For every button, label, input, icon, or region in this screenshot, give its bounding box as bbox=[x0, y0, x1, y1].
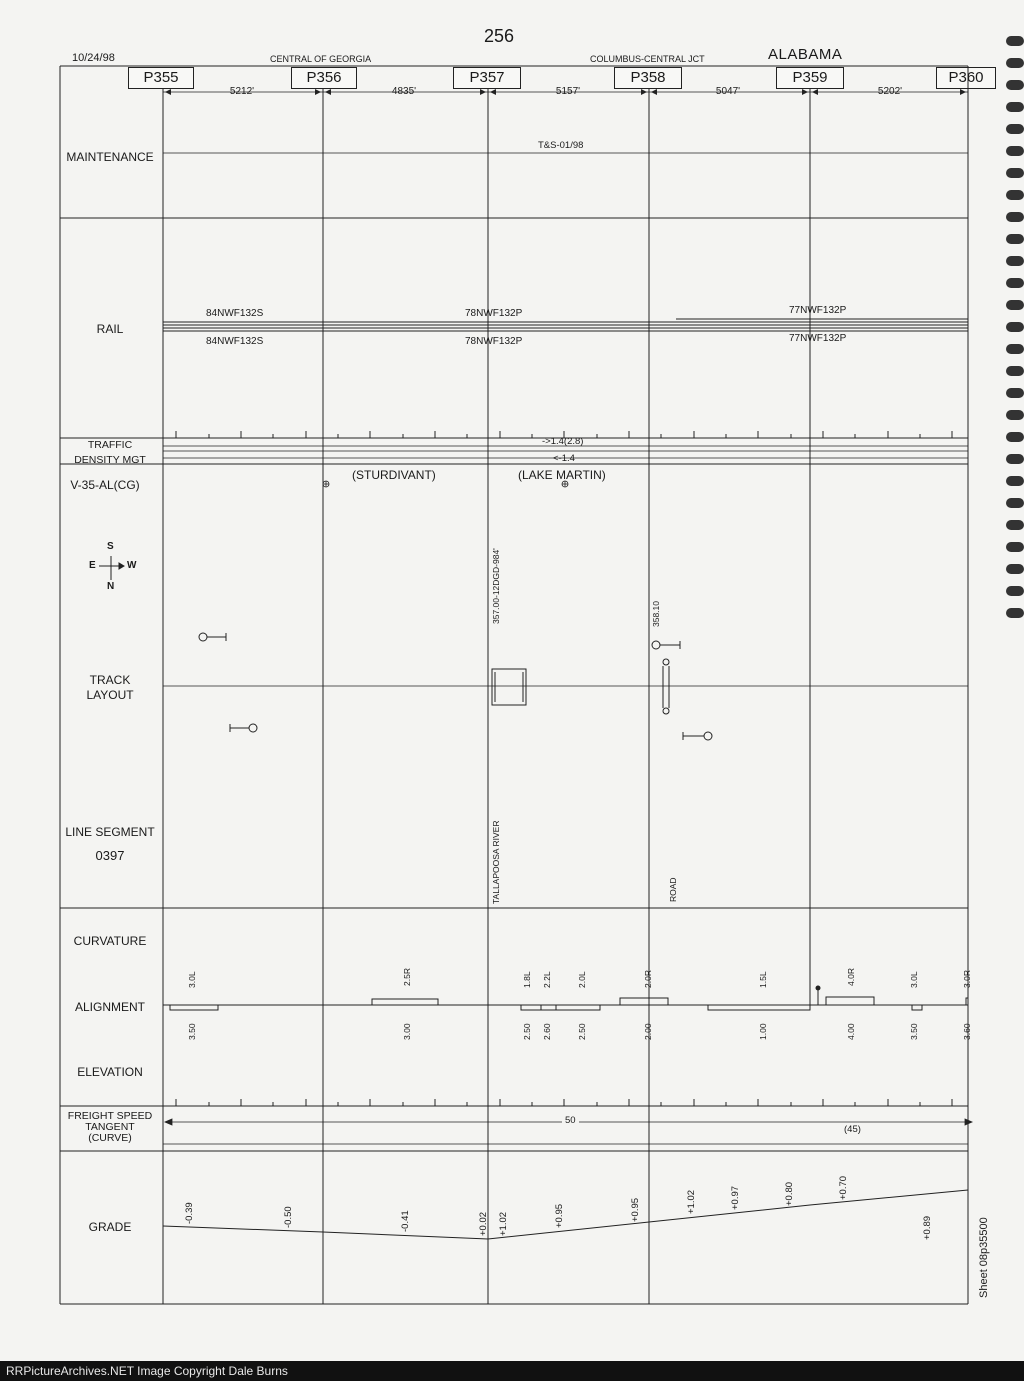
subdivision-name: COLUMBUS-CENTRAL JCT bbox=[590, 54, 705, 64]
curve-degree: 3.0L bbox=[909, 971, 919, 988]
rail-label: 77NWF132P bbox=[789, 305, 847, 316]
row-label-curve: (CURVE) bbox=[88, 1132, 132, 1144]
milepost-box: P357 bbox=[453, 67, 521, 89]
segment-distance: 5157' bbox=[555, 86, 581, 97]
grade-value: +1.02 bbox=[686, 1189, 697, 1214]
grade-value: -0.41 bbox=[400, 1210, 411, 1232]
row-label-maintenance: MAINTENANCE bbox=[66, 150, 154, 164]
curve-degree: 2.0L bbox=[577, 971, 587, 988]
sheet-number: Sheet 08p35500 bbox=[978, 1217, 990, 1298]
grade-value: +0.02 bbox=[478, 1211, 489, 1236]
row-label-rail: RAIL bbox=[96, 322, 124, 336]
grade-value: +0.80 bbox=[784, 1181, 795, 1206]
segment-distance: 5202' bbox=[877, 86, 903, 97]
superelevation: 2.60 bbox=[542, 1023, 552, 1040]
segment-distance: 5212' bbox=[229, 86, 255, 97]
river-label: TALLAPOOSA RIVER bbox=[491, 820, 501, 904]
curve-degree: 3.0L bbox=[187, 971, 197, 988]
grade-value: -0.50 bbox=[283, 1206, 294, 1228]
rail-label: 78NWF132P bbox=[465, 336, 523, 347]
segment-distance: 5047' bbox=[715, 86, 741, 97]
curve-degree: 3.0R bbox=[962, 970, 972, 988]
copyright-footer: RRPictureArchives.NET Image Copyright Dale Burns bbox=[0, 1361, 1024, 1381]
tangent-speed: 50 bbox=[562, 1115, 579, 1126]
row-label-traffic: TRAFFIC bbox=[87, 439, 133, 451]
row-label-freight-speed: FREIGHT SPEED bbox=[67, 1110, 153, 1122]
railroad-name: CENTRAL OF GEORGIA bbox=[270, 54, 372, 64]
superelevation: 1.00 bbox=[758, 1023, 768, 1040]
compass-south: S bbox=[107, 541, 114, 552]
row-label-grade: GRADE bbox=[88, 1220, 132, 1234]
curve-degree: 1.5L bbox=[758, 971, 768, 988]
rail-label: 77NWF132P bbox=[789, 333, 847, 344]
valuation-section: V-35-AL(CG) bbox=[70, 478, 140, 492]
page-number: 256 bbox=[484, 26, 515, 46]
grade-value: +0.95 bbox=[630, 1197, 641, 1222]
grade-value: -0.39 bbox=[184, 1202, 195, 1224]
superelevation: 2.50 bbox=[577, 1023, 587, 1040]
traffic-west: <-1.4 bbox=[553, 453, 575, 464]
chart-date: 10/24/98 bbox=[72, 52, 115, 64]
segment-distance: 4835' bbox=[391, 86, 417, 97]
rail-label: 84NWF132S bbox=[206, 308, 264, 319]
row-label-curvature: CURVATURE bbox=[73, 934, 147, 948]
line-segment-number: 0397 bbox=[95, 848, 125, 863]
superelevation: 3.60 bbox=[962, 1023, 972, 1040]
compass-east: E bbox=[89, 560, 96, 571]
row-label-density: DENSITY MGT bbox=[74, 454, 146, 466]
curve-degree: 4.0R bbox=[846, 968, 856, 986]
traffic-east: ->1.4(2.8) bbox=[542, 436, 584, 447]
milepost-box: P358 bbox=[614, 67, 682, 89]
grade-value: +0.97 bbox=[730, 1185, 741, 1210]
station-lake-martin: (LAKE MARTIN) bbox=[518, 468, 606, 482]
state-name: ALABAMA bbox=[768, 46, 843, 63]
curve-degree: 2.2L bbox=[542, 971, 552, 988]
milepost-box: P355 bbox=[128, 67, 194, 89]
superelevation: 2.50 bbox=[522, 1023, 532, 1040]
superelevation: 3.50 bbox=[909, 1023, 919, 1040]
row-label-alignment: ALIGNMENT bbox=[74, 1000, 145, 1014]
superelevation: 3.50 bbox=[187, 1023, 197, 1040]
row-label-tangent: TANGENT bbox=[85, 1121, 135, 1133]
row-label-layout: LAYOUT bbox=[86, 688, 134, 702]
rail-label: 84NWF132S bbox=[206, 336, 264, 347]
grade-value: +0.70 bbox=[838, 1175, 849, 1200]
milepost-note: 358.10 bbox=[651, 601, 661, 627]
grade-value: +0.89 bbox=[922, 1215, 933, 1240]
milepost-box: P360 bbox=[936, 67, 996, 89]
rail-label: 78NWF132P bbox=[465, 308, 523, 319]
row-label-line-segment: LINE SEGMENT bbox=[65, 825, 155, 839]
grade-value: +1.02 bbox=[498, 1211, 509, 1236]
compass-north: N bbox=[107, 581, 115, 592]
row-label-track: TRACK bbox=[89, 673, 131, 687]
road-label: ROAD bbox=[668, 877, 678, 902]
compass-west: W bbox=[127, 560, 137, 571]
grade-value: +0.95 bbox=[554, 1203, 565, 1228]
superelevation: 3.00 bbox=[402, 1023, 412, 1040]
station-sturdivant: (STURDIVANT) bbox=[352, 468, 436, 482]
row-label-elevation: ELEVATION bbox=[77, 1065, 143, 1079]
curve-degree: 1.8L bbox=[522, 971, 532, 988]
milepost-box: P356 bbox=[291, 67, 357, 89]
maintenance-value: T&S-01/98 bbox=[538, 140, 584, 151]
milepost-box: P359 bbox=[776, 67, 844, 89]
bridge-note: 357.00-12DGD-984' bbox=[491, 548, 501, 624]
curve-speed: (45) bbox=[844, 1124, 861, 1135]
curve-degree: 2.5R bbox=[402, 968, 412, 986]
superelevation: 4.00 bbox=[846, 1023, 856, 1040]
superelevation: 2.00 bbox=[643, 1023, 653, 1040]
curve-degree: 2.0R bbox=[643, 970, 653, 988]
